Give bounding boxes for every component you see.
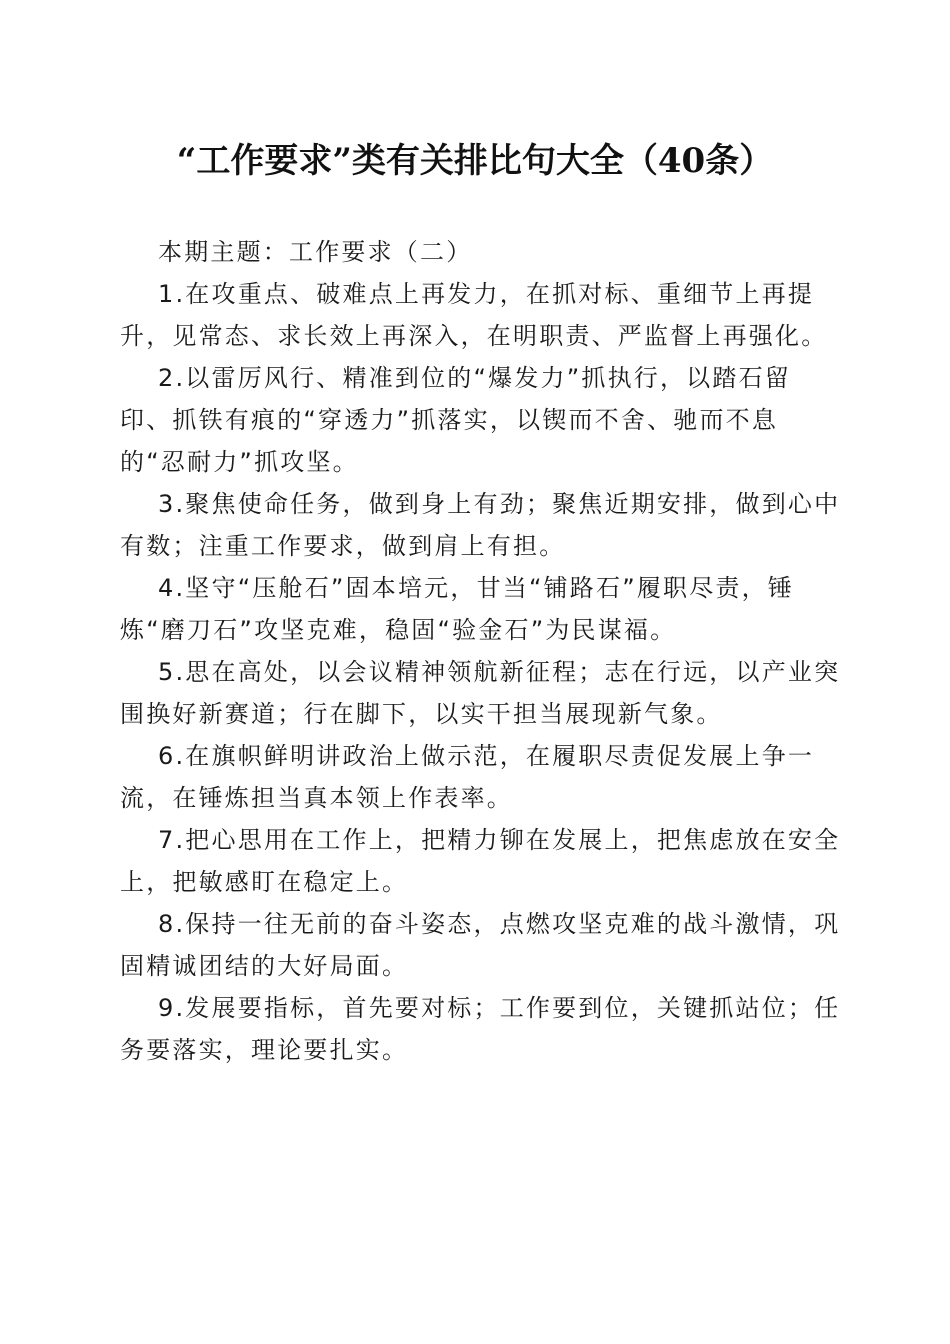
topic-line: 本期主题：工作要求（二） <box>158 238 473 266</box>
list-item: 8.保持一往无前的奋斗姿态，点燃攻坚克难的战斗激情，巩固精诚团结的大好局面。 <box>120 910 841 980</box>
document-body <box>120 231 842 1071</box>
list-item: 6.在旗帜鲜明讲政治上做示范，在履职尽责促发展上争一流，在锤炼担当真本领上作表率。 <box>120 742 815 812</box>
list-item: 5.思在高处，以会议精神领航新征程；志在行远，以产业突围换好新赛道；行在脚下，以实干担当展现新气象。 <box>120 658 841 728</box>
list-item: 2.以雷厉风行、精准到位的“爆发力”抓执行，以踏石留印、抓铁有痕的“穿透力”抓落实，以锲而不舍、驰而不息的“忍耐力”抓攻坚。 <box>120 364 791 476</box>
list-item: 1.在攻重点、破难点上再发力，在抓对标、重细节上再提升，见常态、求长效上再深入，在明职责、严监督上再强化。 <box>120 280 828 350</box>
document-title: “工作要求”类有关排比句大全（40条） <box>176 141 774 181</box>
list-item: 3.聚焦使命任务，做到身上有劲；聚焦近期安排，做到心中有数；注重工作要求，做到肩上有担。 <box>120 490 841 560</box>
list-item: 9.发展要指标，首先要对标；工作要到位，关键抓站位；任务要落实，理论要扎实。 <box>120 994 841 1064</box>
list-item: 7.把心思用在工作上，把精力铆在发展上，把焦虑放在安全上，把敏感盯在稳定上。 <box>120 826 841 896</box>
list-item: 4.坚守“压舱石”固本培元，甘当“铺路石”履职尽责，锤炼“磨刀石”攻坚克难，稳固“验金石”为民谋福。 <box>120 574 795 644</box>
